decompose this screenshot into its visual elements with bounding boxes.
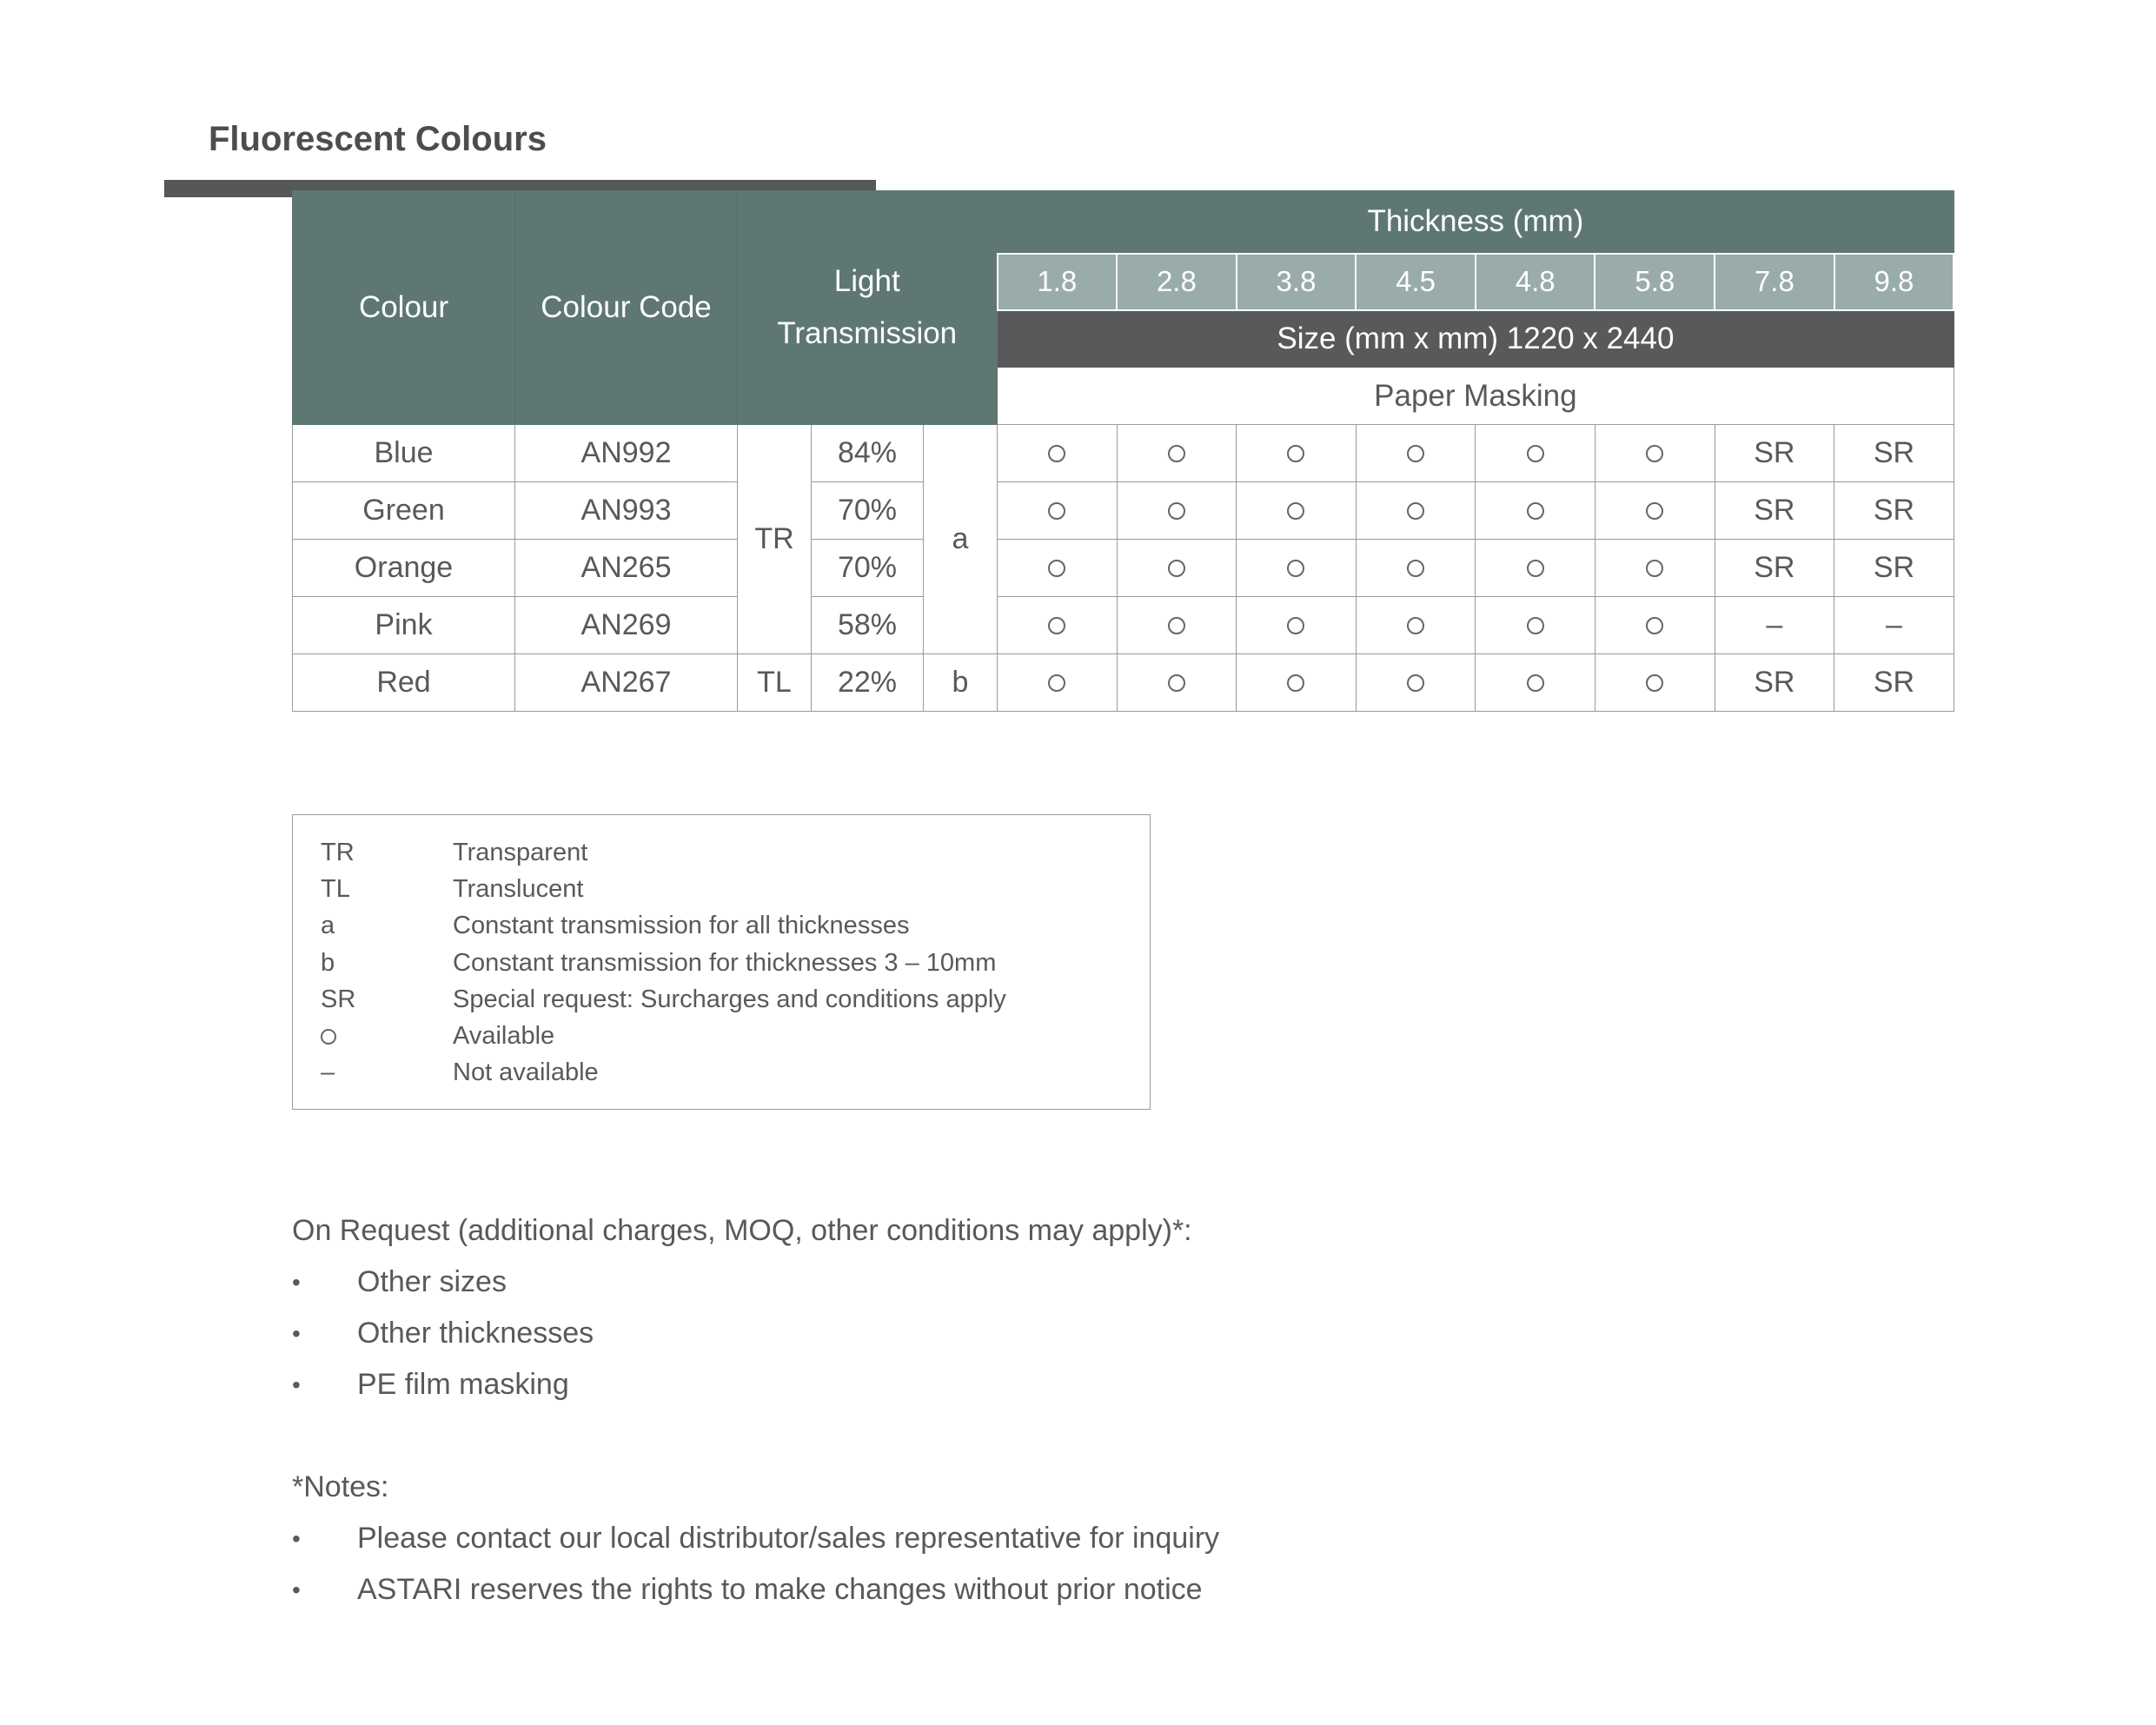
circle-icon: [1407, 617, 1424, 634]
header-paper-masking: Paper Masking: [998, 368, 1954, 425]
header-thickness-value: 9.8: [1834, 254, 1954, 310]
header-light-line1: Light: [833, 264, 900, 298]
legend-desc: Constant transmission for all thicknesses: [453, 912, 910, 940]
table-row: [293, 597, 1954, 654]
available-circle-icon: [1237, 482, 1357, 540]
available-circle-icon: [1356, 654, 1476, 712]
availability-cell: –: [1715, 597, 1834, 654]
header-colour: Colour: [293, 191, 515, 425]
circle-icon: [321, 1029, 336, 1045]
colour-spec-table: [292, 190, 1954, 712]
available-circle-icon: [1117, 425, 1237, 482]
bullet: •: [292, 1371, 301, 1398]
cell-tr: TR: [738, 425, 812, 654]
cell-colour: Blue: [293, 425, 515, 482]
cell-pct: 84%: [812, 425, 924, 482]
header-thickness: Thickness (mm): [998, 191, 1954, 254]
cell-colour: Orange: [293, 540, 515, 597]
legend-abbr: b: [321, 948, 335, 977]
bullet: •: [292, 1269, 301, 1296]
legend-box: [292, 814, 1151, 1110]
available-circle-icon: [1476, 540, 1595, 597]
cell-pct: 70%: [812, 540, 924, 597]
circle-icon: [1646, 617, 1663, 634]
available-circle-icon: [998, 597, 1118, 654]
cell-code: AN993: [515, 482, 738, 540]
cell-colour: Red: [293, 654, 515, 712]
circle-icon: [1048, 674, 1065, 692]
available-circle-icon: [1237, 425, 1357, 482]
legend-abbr: TL: [321, 875, 350, 904]
on-request-heading: On Request (additional charges, MOQ, other conditions may apply)*:: [292, 1214, 1192, 1247]
legend-desc: Special request: Surcharges and conditions apply: [453, 985, 1006, 1013]
available-circle-icon: [1356, 482, 1476, 540]
available-circle-icon: [1595, 425, 1715, 482]
header-thickness-value: 3.8: [1237, 254, 1357, 310]
cell-colour: Pink: [293, 597, 515, 654]
legend-circle-icon: [321, 1018, 442, 1054]
available-circle-icon: [998, 654, 1118, 712]
cell-a: a: [924, 425, 998, 654]
cell-pct: 22%: [812, 654, 924, 712]
circle-icon: [1527, 560, 1544, 577]
availability-cell: SR: [1715, 540, 1834, 597]
header-thickness-value: 2.8: [1117, 254, 1237, 310]
table-row: [293, 540, 1954, 597]
available-circle-icon: [1476, 425, 1595, 482]
available-circle-icon: [1595, 654, 1715, 712]
available-circle-icon: [1595, 540, 1715, 597]
circle-icon: [1048, 617, 1065, 634]
circle-icon: [1287, 560, 1304, 577]
header-thickness-value: 4.5: [1356, 254, 1476, 310]
header-thickness-value: 1.8: [998, 254, 1118, 310]
circle-icon: [1407, 560, 1424, 577]
table-row: [293, 425, 1954, 482]
header-size: Size (mm x mm) 1220 x 2440: [998, 310, 1954, 368]
available-circle-icon: [1356, 540, 1476, 597]
available-circle-icon: [1476, 597, 1595, 654]
cell-pct: 70%: [812, 482, 924, 540]
available-circle-icon: [1117, 482, 1237, 540]
header-light-transmission: [738, 191, 998, 425]
circle-icon: [1527, 617, 1544, 634]
page-title: Fluorescent Colours: [209, 120, 547, 158]
cell-tl: TL: [738, 654, 812, 712]
circle-icon: [1287, 674, 1304, 692]
circle-icon: [1168, 502, 1185, 520]
legend-desc: Translucent: [453, 875, 584, 904]
circle-icon: [1168, 617, 1185, 634]
circle-icon: [1646, 445, 1663, 462]
bullet: •: [292, 1525, 301, 1552]
on-request-item: PE film masking: [357, 1368, 569, 1401]
on-request-item: Other sizes: [357, 1265, 507, 1298]
cell-b: b: [924, 654, 998, 712]
circle-icon: [1407, 674, 1424, 692]
bullet: •: [292, 1320, 301, 1347]
legend-abbr: TR: [321, 839, 355, 866]
available-circle-icon: [1476, 482, 1595, 540]
header-thickness-value: 7.8: [1715, 254, 1834, 310]
available-circle-icon: [1237, 540, 1357, 597]
header-thickness-value: 4.8: [1476, 254, 1595, 310]
available-circle-icon: [1117, 540, 1237, 597]
on-request-item: Other thicknesses: [357, 1317, 594, 1350]
availability-cell: SR: [1715, 482, 1834, 540]
legend-desc: Transparent: [453, 839, 588, 866]
header-colour-code: Colour Code: [515, 191, 738, 425]
cell-code: AN267: [515, 654, 738, 712]
circle-icon: [1527, 674, 1544, 692]
circle-icon: [1646, 502, 1663, 520]
circle-icon: [1048, 445, 1065, 462]
legend-abbr: SR: [321, 985, 356, 1013]
circle-icon: [1287, 617, 1304, 634]
cell-pct: 58%: [812, 597, 924, 654]
header-light-line2: Transmission: [777, 316, 958, 350]
circle-icon: [1407, 445, 1424, 462]
circle-icon: [1407, 502, 1424, 520]
circle-icon: [1527, 502, 1544, 520]
availability-cell: SR: [1834, 654, 1954, 712]
header-thickness-value: 5.8: [1595, 254, 1715, 310]
cell-code: AN265: [515, 540, 738, 597]
available-circle-icon: [998, 540, 1118, 597]
note-item: ASTARI reserves the rights to make changes without prior notice: [357, 1573, 1203, 1606]
available-circle-icon: [1117, 597, 1237, 654]
availability-cell: SR: [1834, 540, 1954, 597]
available-circle-icon: [1117, 654, 1237, 712]
availability-cell: SR: [1834, 425, 1954, 482]
available-circle-icon: [1237, 597, 1357, 654]
bullet: •: [292, 1576, 301, 1603]
availability-cell: SR: [1834, 482, 1954, 540]
available-circle-icon: [1356, 425, 1476, 482]
notes-heading: *Notes:: [292, 1470, 389, 1503]
circle-icon: [1168, 560, 1185, 577]
availability-cell: SR: [1715, 425, 1834, 482]
available-circle-icon: [1356, 597, 1476, 654]
available-circle-icon: [1595, 597, 1715, 654]
available-circle-icon: [1237, 654, 1357, 712]
cell-code: AN269: [515, 597, 738, 654]
cell-colour: Green: [293, 482, 515, 540]
legend-abbr: –: [321, 1058, 335, 1087]
circle-icon: [1646, 560, 1663, 577]
available-circle-icon: [998, 425, 1118, 482]
table-row: [293, 482, 1954, 540]
legend-desc: Available: [453, 1022, 555, 1050]
available-circle-icon: [998, 482, 1118, 540]
circle-icon: [1287, 502, 1304, 520]
cell-code: AN992: [515, 425, 738, 482]
circle-icon: [1048, 560, 1065, 577]
legend-desc: Constant transmission for thicknesses 3 – 10mm: [453, 948, 997, 977]
availability-cell: –: [1834, 597, 1954, 654]
available-circle-icon: [1476, 654, 1595, 712]
circle-icon: [1168, 445, 1185, 462]
available-circle-icon: [1595, 482, 1715, 540]
circle-icon: [1287, 445, 1304, 462]
note-item: Please contact our local distributor/sales representative for inquiry: [357, 1522, 1220, 1555]
legend-abbr: a: [321, 912, 335, 940]
circle-icon: [1168, 674, 1185, 692]
availability-cell: SR: [1715, 654, 1834, 712]
circle-icon: [1048, 502, 1065, 520]
circle-icon: [1527, 445, 1544, 462]
circle-icon: [1646, 674, 1663, 692]
table-row: [293, 654, 1954, 712]
legend-desc: Not available: [453, 1058, 599, 1087]
